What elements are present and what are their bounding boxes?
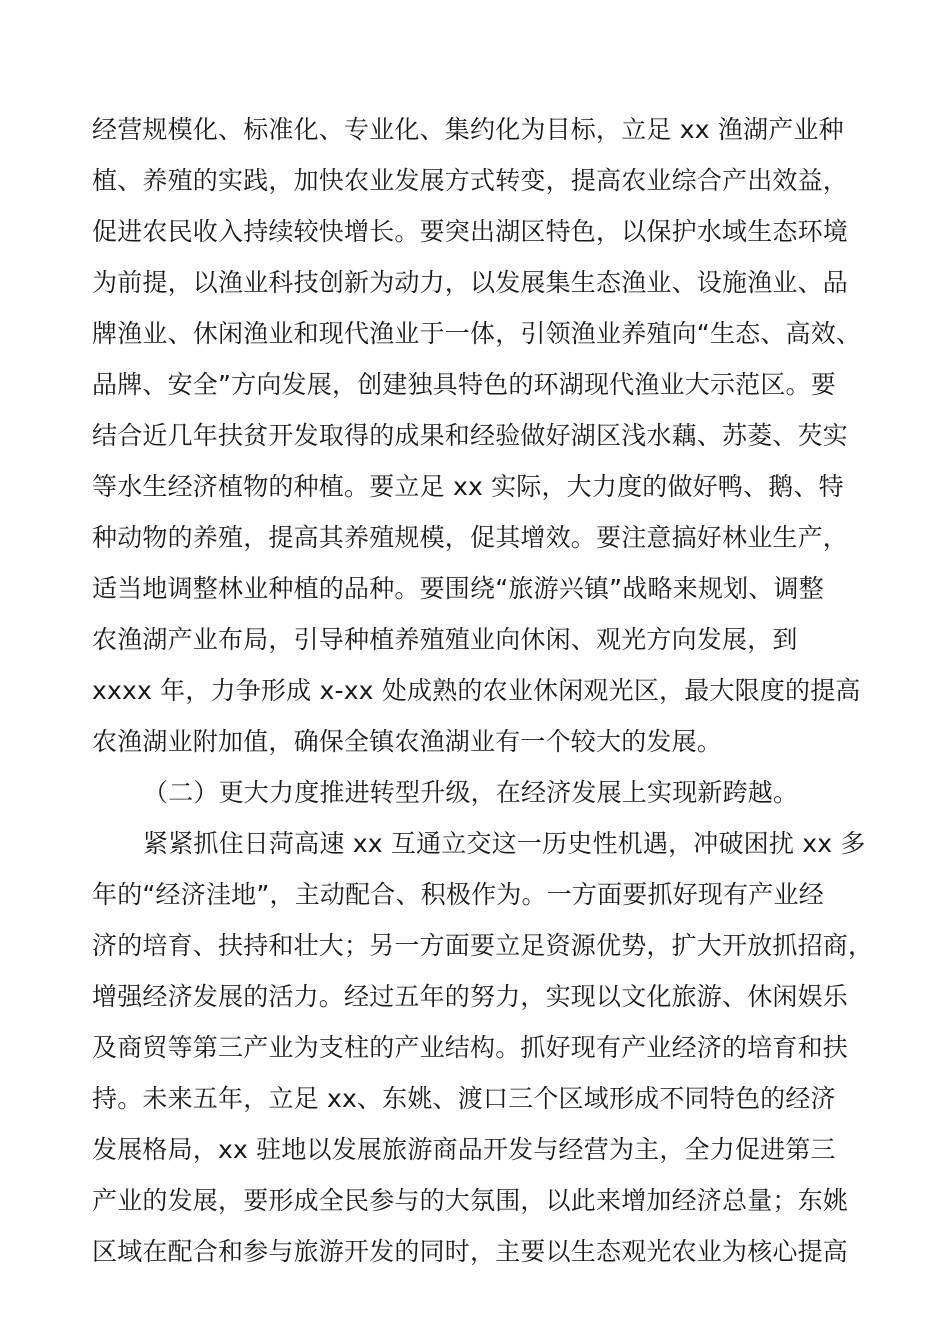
text-line: 植、养殖的实践，加快农业发展方式转变，提高农业综合产出效益， — [92, 166, 849, 195]
text-line: 等水生经济植物的种植。要立足 xx 实际，大力度的做好鸭、鹅、特 — [92, 472, 844, 501]
text-line: 产业的发展，要形成全民参与的大氛围，以此来增加经济总量；东姚 — [92, 1186, 849, 1215]
text-line: 牌渔业、休闲渔业和现代渔业于一体，引领渔业养殖向“生态、高效、 — [92, 319, 862, 348]
text-line: 经营规模化、标准化、专业化、集约化为目标，立足 xx 渔湖产业种 — [92, 115, 844, 144]
text-line: 促进农民收入持续较快增长。要突出湖区特色，以保护水域生态环境 — [92, 217, 849, 246]
text-line: 农渔湖产业布局，引导种植养殖殖业向休闲、观光方向发展，到 — [92, 625, 798, 654]
text-line: 品牌、安全”方向发展，创建独具特色的环湖现代渔业大示范区。要 — [92, 370, 836, 399]
text-line: 济的培育、扶持和壮大；另一方面要立足资源优势，扩大开放抓招商， — [92, 931, 874, 960]
text-line: 适当地调整林业种植的品种。要围绕“旅游兴镇”战略来规划、调整 — [92, 574, 824, 603]
text-line: xxxx 年，力争形成 x-xx 处成熟的农业休闲观光区，最大限度的提高 — [92, 676, 861, 705]
text-line: 紧紧抓住日菏高速 xx 互通立交这一历史性机遇，冲破困扰 xx 多 — [143, 829, 866, 858]
text-line: 种动物的养殖，提高其养殖规模，促其增效。要注意搞好林业生产， — [92, 523, 849, 552]
section-heading: （二）更大力度推进转型升级，在经济发展上实现新跨越。 — [143, 778, 799, 807]
text-line: 持。未来五年，立足 xx、东姚、渡口三个区域形成不同特色的经济 — [92, 1084, 836, 1113]
text-line: 增强经济发展的活力。经过五年的努力，实现以文化旅游、休闲娱乐 — [92, 982, 849, 1011]
text-line: 为前提，以渔业科技创新为动力，以发展集生态渔业、设施渔业、品 — [92, 268, 849, 297]
text-line: 区域在配合和参与旅游开发的同时，主要以生态观光农业为核心提高 — [92, 1237, 849, 1266]
text-line: 结合近几年扶贫开发取得的成果和经验做好湖区浅水藕、苏菱、芡实 — [92, 421, 849, 450]
text-line: 发展格局，xx 驻地以发展旅游商品开发与经营为主，全力促进第三 — [92, 1135, 836, 1164]
text-line: 年的“经济洼地”，主动配合、积极作为。一方面要抓好现有产业经 — [92, 880, 824, 909]
text-line: 农渔湖业附加值，确保全镇农渔湖业有一个较大的发展。 — [92, 727, 723, 756]
text-line: 及商贸等第三产业为支柱的产业结构。抓好现有产业经济的培育和扶 — [92, 1033, 849, 1062]
